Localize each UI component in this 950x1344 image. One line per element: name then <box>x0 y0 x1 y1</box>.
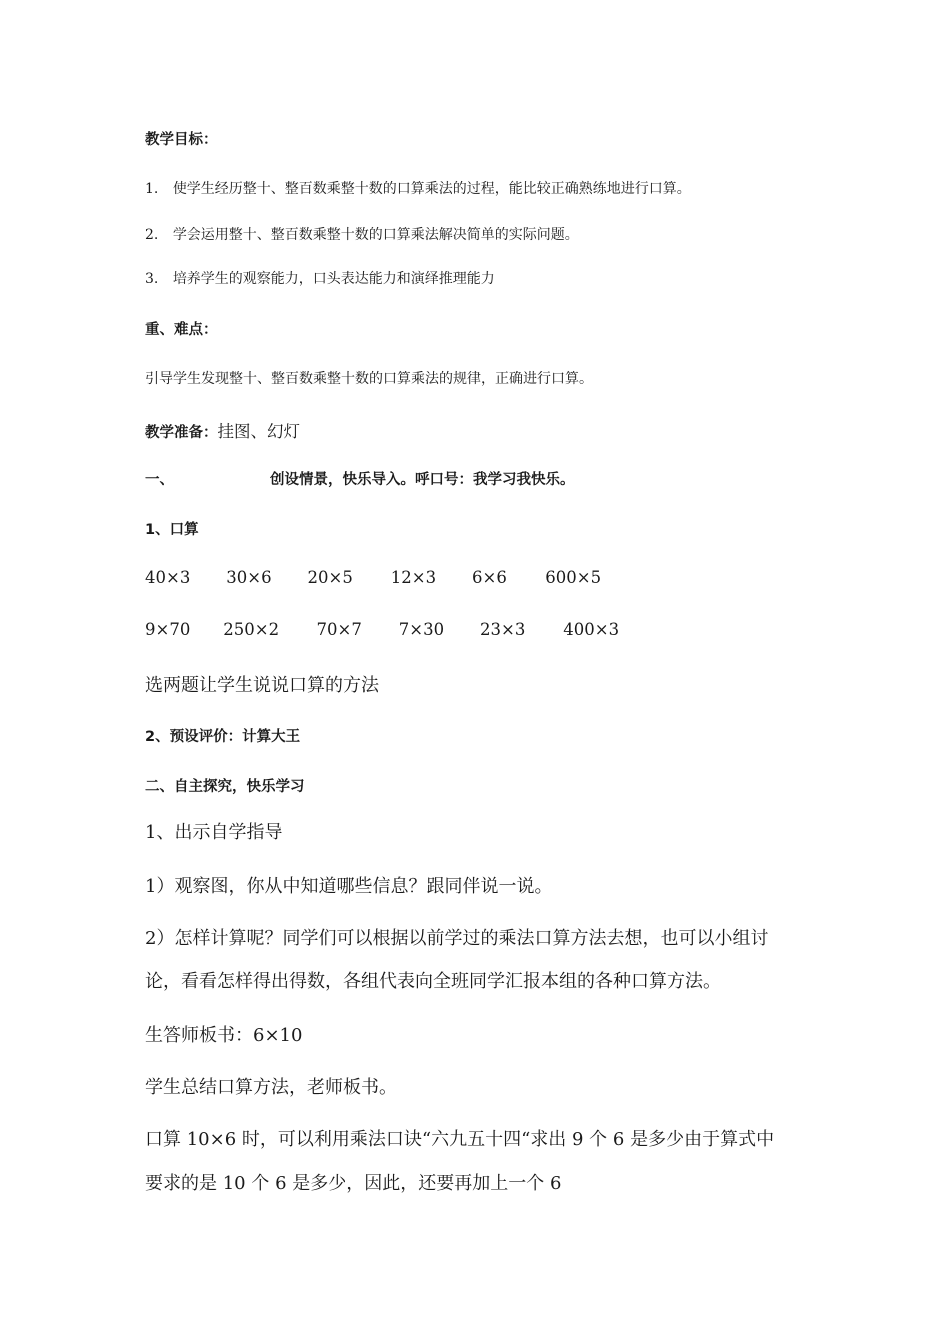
section-1-title: 创设情景，快乐导入。呼口号：我学习我快乐。 <box>270 472 575 488</box>
heading-key-points: 重、难点： <box>145 322 218 338</box>
oral-item: 70×7 <box>316 620 362 639</box>
subheading-oral-calc: 1、口算 <box>145 522 199 538</box>
goal-3-text: 培养学生的观察能力，口头表达能力和演绎推理能力 <box>172 271 495 287</box>
teaching-prep <box>145 418 300 442</box>
oral-item: 9×70 <box>145 620 191 639</box>
oral-item: 23×3 <box>480 620 526 639</box>
oral-item: 6×6 <box>472 568 507 587</box>
key-points-text: 引导学生发现整十、整百数乘整十数的口算乘法的规律，正确进行口算。 <box>145 371 593 387</box>
oral-item: 7×30 <box>398 620 445 639</box>
subheading-evaluation: 2、预设评价：计算大王 <box>145 729 301 745</box>
prep-label: 教学准备： <box>145 425 218 441</box>
goal-1-text: 使学生经历整十、整百数乘整十数的口算乘法的过程，能比较正确熟练地进行口算。 <box>172 181 691 197</box>
prep-text: 挂图、幻灯 <box>217 422 300 441</box>
explanation-line-1: 口算 10×6 时，可以利用乘法口诀“六九五十四“求出 9 个 6 是多少由于算式中 <box>145 1129 775 1150</box>
oral-method-text: 选两题让学生说说口算的方法 <box>145 675 379 696</box>
board-writing: 生答师板书：6×10 <box>145 1025 303 1046</box>
goal-1-number: 1. <box>145 181 159 197</box>
oral-calc-row-1 <box>145 568 601 587</box>
heading-teaching-goals: 教学目标： <box>145 132 218 148</box>
oral-item: 12×3 <box>390 568 437 587</box>
oral-item: 40×3 <box>145 568 191 587</box>
oral-calc-row-2 <box>145 620 619 639</box>
goal-3 <box>145 268 495 288</box>
oral-item: 400×3 <box>563 620 620 639</box>
summary-text: 学生总结口算方法，老师板书。 <box>145 1077 397 1098</box>
step-2-line-2: 论，看看怎样得出得数，各组代表向全班同学汇报本组的各种口算方法。 <box>145 971 721 992</box>
goal-2-number: 2. <box>145 227 159 243</box>
step-1-text: 1）观察图，你从中知道哪些信息？跟同伴说一说。 <box>145 876 553 897</box>
goal-2 <box>145 224 579 244</box>
goal-1 <box>145 178 691 198</box>
oral-item: 20×5 <box>307 568 353 587</box>
section-1-number: 一、 <box>145 472 174 488</box>
oral-item: 250×2 <box>223 620 280 639</box>
oral-item: 600×5 <box>545 568 602 587</box>
step-2-line-1: 2）怎样计算呢？同学们可以根据以前学过的乘法口算方法去想，也可以小组讨 <box>145 928 769 949</box>
explanation-line-2: 要求的是 10 个 6 是多少，因此，还要再加上一个 6 <box>145 1173 562 1194</box>
oral-item: 30×6 <box>226 568 272 587</box>
self-study-guide: 1、出示自学指导 <box>145 822 283 843</box>
section-1-heading <box>145 468 575 489</box>
goal-2-text: 学会运用整十、整百数乘整十数的口算乘法解决简单的实际问题。 <box>172 227 579 243</box>
section-2-heading: 二、自主探究，快乐学习 <box>145 779 305 795</box>
goal-3-number: 3. <box>145 271 159 287</box>
